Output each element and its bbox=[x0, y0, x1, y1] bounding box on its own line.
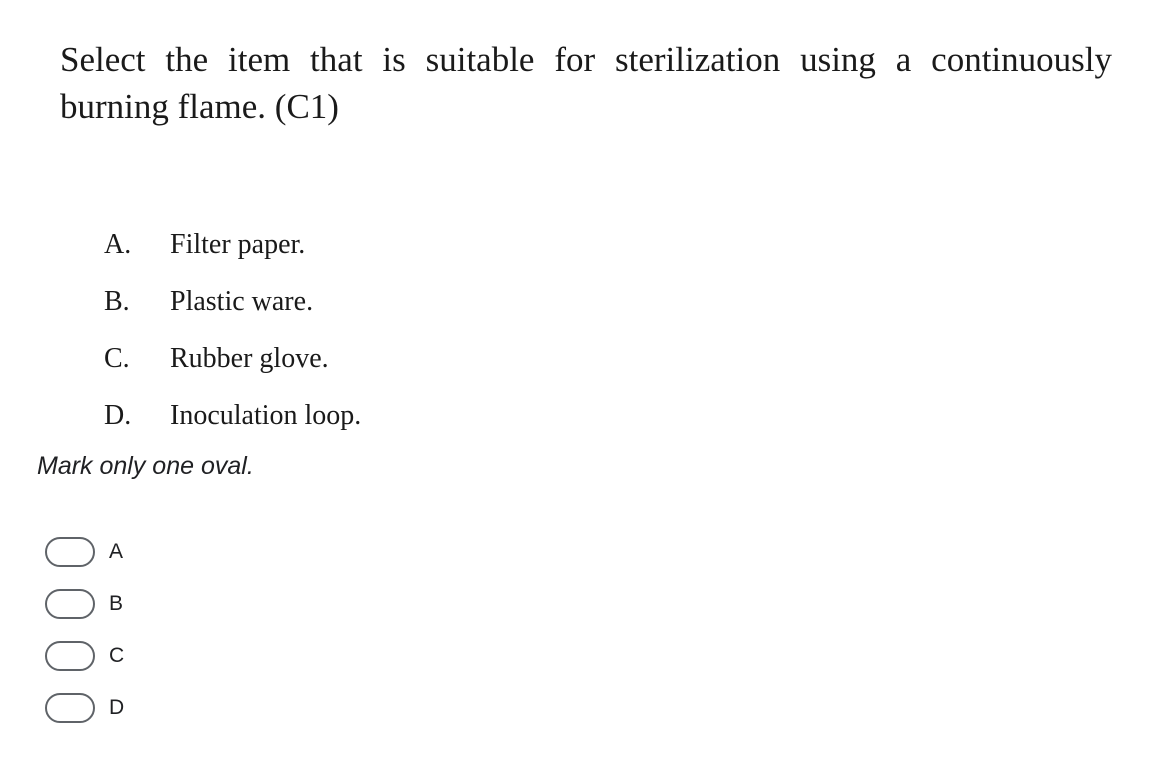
radio-option-label[interactable]: D bbox=[109, 696, 125, 719]
choice-letter: B. bbox=[104, 285, 130, 317]
choice-letter: A. bbox=[104, 228, 132, 260]
radio-option-group bbox=[45, 526, 124, 734]
choice-item-c bbox=[104, 330, 361, 387]
radio-option-c[interactable] bbox=[45, 630, 124, 682]
radio-option-a[interactable] bbox=[45, 526, 124, 578]
question-text: Select the item that is suitable for sterilization using a continuously burning flame. (C1) bbox=[60, 40, 1112, 126]
radio-oval[interactable] bbox=[45, 641, 95, 671]
choice-text: Rubber glove. bbox=[170, 342, 329, 374]
radio-option-label[interactable]: A bbox=[109, 540, 124, 563]
radio-oval[interactable] bbox=[45, 537, 95, 567]
radio-option-d[interactable] bbox=[45, 682, 124, 734]
choice-letter: D. bbox=[104, 399, 132, 431]
radio-option-label[interactable]: B bbox=[109, 592, 124, 615]
choice-letter: C. bbox=[104, 342, 130, 374]
radio-oval[interactable] bbox=[45, 693, 95, 723]
instruction-text: Mark only one oval. bbox=[37, 452, 254, 480]
choice-item-b bbox=[104, 273, 361, 330]
radio-oval[interactable] bbox=[45, 589, 95, 619]
answer-choices-list bbox=[104, 216, 361, 444]
choice-text: Inoculation loop. bbox=[170, 399, 362, 431]
radio-option-b[interactable] bbox=[45, 578, 124, 630]
choice-item-d bbox=[104, 387, 361, 444]
choice-text: Filter paper. bbox=[170, 228, 306, 260]
choice-text: Plastic ware. bbox=[170, 285, 314, 317]
choice-item-a bbox=[104, 216, 361, 273]
radio-option-label[interactable]: C bbox=[109, 644, 125, 667]
